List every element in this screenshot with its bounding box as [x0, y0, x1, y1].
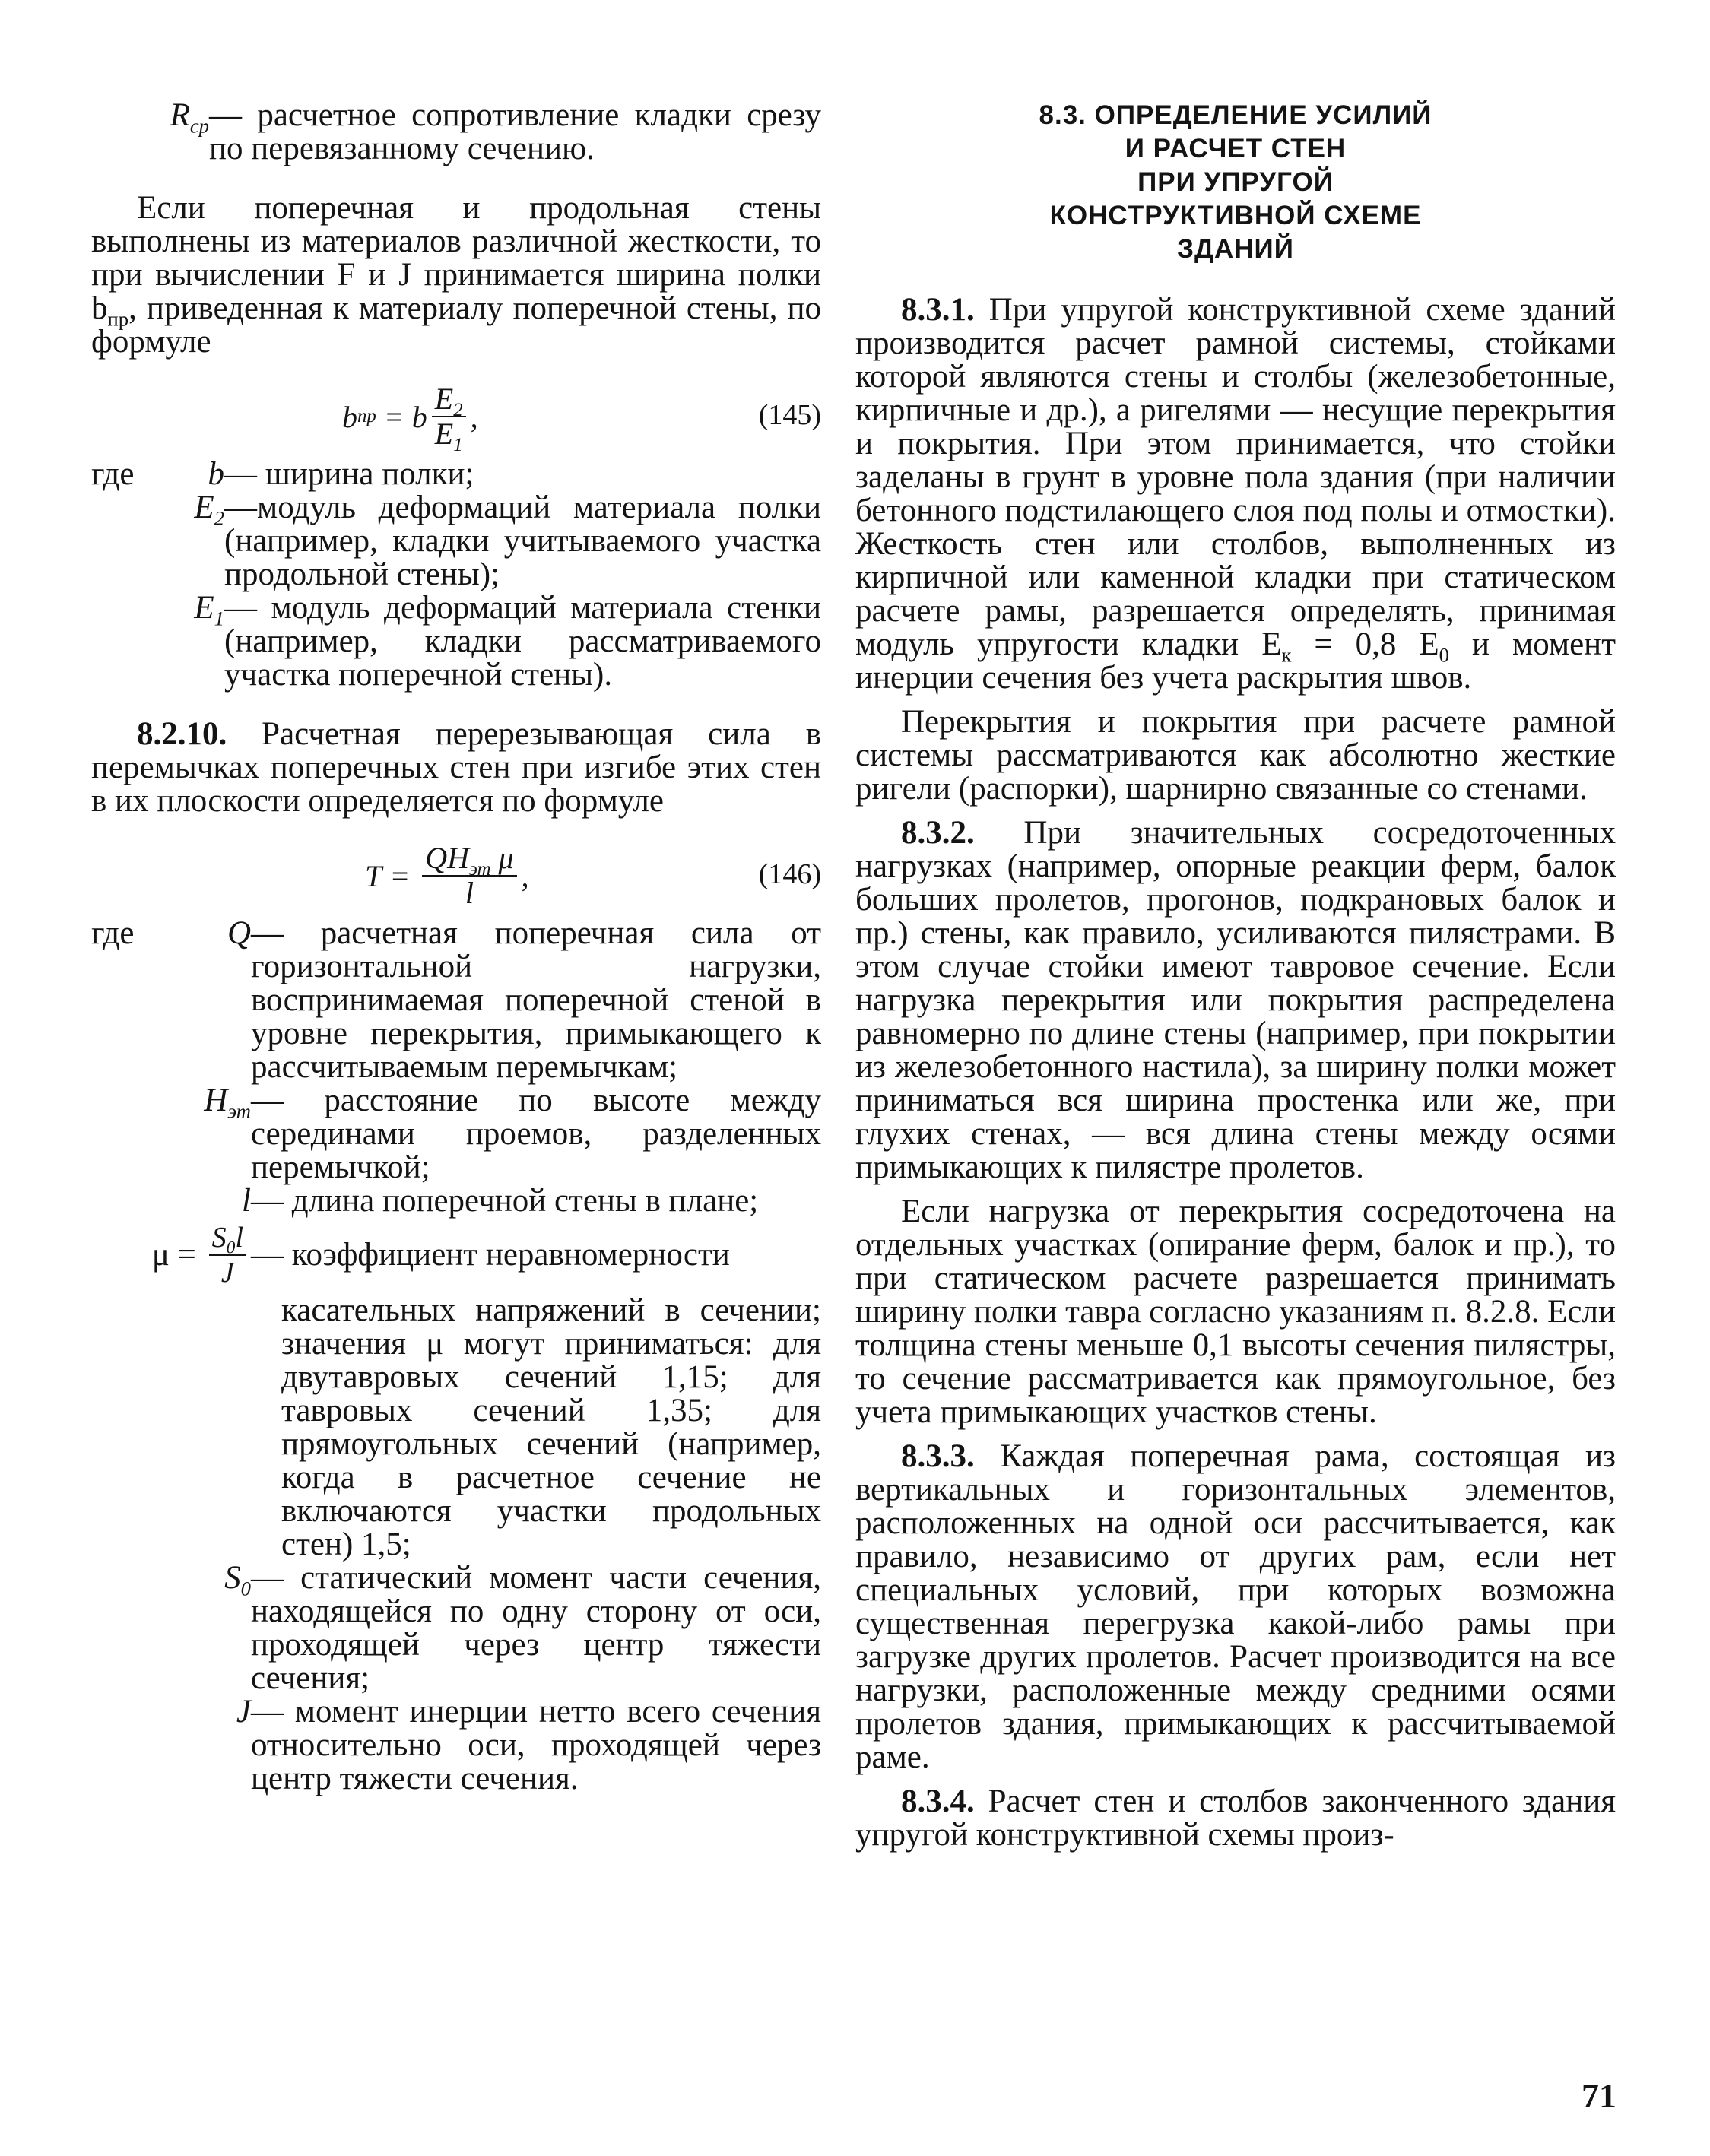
symbol: b [208, 456, 224, 492]
formula-146-expression: T = $\frac{QH_{эт} \mu}{l}$ , [365, 841, 529, 910]
symbol-mu: μ = $\frac{S_0l}{J}$ [91, 1222, 251, 1288]
definition-item [91, 1695, 821, 1796]
equation-number: (146) [758, 858, 821, 890]
paragraph-rigid-girders: Перекрытия и покрытия при расчете рамной системы рассматриваются как абсолютно жесткие ригели (распорки), шарнирно связанные со стенами. [855, 704, 1616, 807]
symbol-rcp: $R_{ср}$ [170, 97, 209, 138]
fraction: $\frac{E_2}{E_1}$ [432, 384, 466, 449]
definitions-146 [91, 917, 821, 1796]
section-heading [855, 99, 1616, 266]
definition-item [91, 1562, 821, 1695]
definition-text: — длина поперечной стены в плане; [251, 1183, 759, 1219]
symbol: J [236, 1694, 251, 1730]
symbol: $H_{эт}$ [204, 1083, 251, 1123]
left-column [91, 99, 821, 1796]
equation-number: (145) [758, 399, 821, 431]
heading-line: И РАСЧЕТ СТЕН [1125, 134, 1347, 163]
symbol: Q [227, 915, 251, 951]
definition-text: — модуль деформаций материала стенки (например, кладки рассматриваемого участка поперечной стены). [224, 590, 821, 693]
definition-item [91, 1084, 821, 1184]
right-column [855, 99, 1616, 1852]
formula-146 [91, 835, 821, 917]
clause-8-3-2: 8.3.2. При значительных сосредоточенных нагрузках (например, опорные реакции ферм, балок больших пролетов, прогонов, подкрановых балок и пр.) стены, как правило, усиливаются пилястрами. В этом случае стойки имеют тавровое сечение. Если нагрузка перекрытия или покрытия распределена равномерно по длине стены (например, при покрытии из железобетонного настила), за ширину полки может приниматься вся ширина простенка или же, при глухих стенах, — вся длина стены между осями примыкающих к пилястре пролетов. [855, 815, 1616, 1185]
clause-8-3-4: 8.3.4. Расчет стен и столбов законченного здания упругой конструктивной схемы произ- [855, 1783, 1616, 1853]
heading-line: КОНСТРУКТИВНОЙ СХЕМЕ [1049, 201, 1422, 230]
definition-text: — расчетное сопротивление кладки срезу по перевязанному сечению. [209, 97, 821, 166]
paragraph-flange-width: Если поперечная и продольная стены выполнены из материалов различной жесткости, то при вычислении F и J принимается ширина полки $b_{пр}$, приведенная к материалу поперечной стены, по формуле [91, 190, 821, 360]
definition-item [91, 917, 821, 1084]
definition-text: — расстояние по высоте между серединами проемов, разделенных перемычкой; [251, 1083, 821, 1185]
definition-item [91, 458, 821, 491]
clause-8-3-3: 8.3.3. Каждая поперечная рама, состоящая из вертикальных и горизонтальных элементов, расположенных на одной оси рассчитывается, как правило, независимо от других рам, если нет специальных условий, при которых возможна существенная перегрузка какой-либо рамы при загрузке других пролетов. Расчет производится на все нагрузки, расположенные между средними осями пролетов здания, примыкающих к рассчитываемой раме. [855, 1438, 1616, 1775]
definition-text: — ширина полки; [224, 456, 474, 492]
fraction: $\frac{QH_{эт} \mu}{l}$ [422, 843, 516, 908]
fraction: $\frac{S_0l}{J}$ [209, 1222, 246, 1288]
symbol: $S_0$ [224, 1560, 251, 1600]
symbol: $E_2$ [194, 490, 224, 530]
heading-line: ЗДАНИЙ [1177, 234, 1294, 264]
paragraph-concentrated-load: Если нагрузка от перекрытия сосредоточена на отдельных участках (опирание ферм, балок и пр.), то при статическом расчете разрешается принимать ширину полки тавра согласно указаниям п. 8.2.8. Если толщина стены меньше 0,1 высоты сечения пилястры, то сечение рассматривается как прямоугольное, без учета примыкающих участков стены. [855, 1194, 1616, 1430]
symbol: l [242, 1183, 251, 1219]
definition-text: — коэффициент неравномерности [251, 1237, 730, 1273]
heading-line: ПРИ УПРУГОЙ [1137, 167, 1334, 197]
definition-item [91, 1184, 821, 1218]
where-label: где [91, 456, 135, 492]
formula-145-expression: b пр = b $\frac{E_2}{E_1}$ , [342, 382, 478, 455]
definition-text: — момент инерции нетто всего сечения относительно оси, проходящей через центр тяжести сечения. [251, 1694, 821, 1796]
definition-item [91, 491, 821, 591]
definition-text: касательных напряжений в сечении; значения μ могут приниматься: для двутавровых сечений 1,15; для тавровых сечений 1,35; для прямоугольных сечений (например, когда в расчетное сечение не включаются участки продольных стен) 1,5; [281, 1292, 821, 1562]
where-label: где [91, 915, 135, 951]
definition-rcp [91, 99, 821, 166]
definition-mu [91, 1222, 821, 1288]
definition-item [91, 591, 821, 692]
definition-text: —модуль деформаций материала полки (например, кладки учитываемого участка продольной стены); [224, 490, 821, 592]
clause-8-3-1: 8.3.1. При упругой конструктивной схеме зданий производится расчет рамной системы, стойками которой являются стены и столбы (железобетонные, кирпичные и др.), а ригелями — несущие перекрытия и покрытия. При этом принимается, что стойки заделаны в грунт в уровне пола здания (при наличии бетонного подстилающего слоя под полы и отмостки). Жесткость стен или столбов, выполненных из кирпичной или каменной кладки при статическом расчете рамы, разрешается определять, принимая модуль упругости кладки $E_к = 0,8$ $E_0$ и момент инерции сечения без учета раскрытия швов. [855, 292, 1616, 696]
clause-8-2-10: 8.2.10. Расчетная перерезывающая сила в перемычках поперечных стен при изгибе этих стен в их плоскости определяется по формуле [91, 716, 821, 819]
definition-text: — расчетная поперечная сила от горизонтальной нагрузки, воспринимаемая поперечной стеной в уровне перекрытия, примыкающего к рассчитываемым перемычкам; [251, 915, 821, 1085]
definition-text: — статический момент части сечения, находящейся по одну сторону от оси, проходящей через центр тяжести сечения; [251, 1560, 821, 1696]
symbol: $E_1$ [194, 590, 224, 630]
page-number: 71 [1582, 2076, 1616, 2115]
definition-mu-continued [91, 1294, 821, 1562]
formula-145 [91, 376, 821, 458]
heading-line: 8.3. ОПРЕДЕЛЕНИЕ УСИЛИЙ [1039, 100, 1432, 130]
definitions-145 [91, 458, 821, 692]
